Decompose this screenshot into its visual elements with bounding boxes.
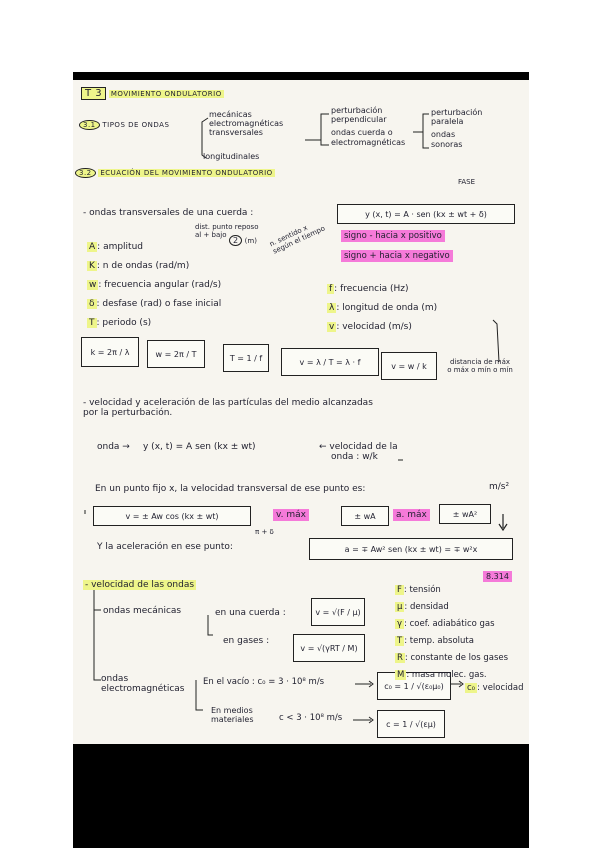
type-transversales: transversales bbox=[209, 128, 263, 138]
cuerda-label: en una cuerda : bbox=[215, 608, 286, 618]
amax-label bbox=[393, 510, 430, 520]
topic-number: T 3 bbox=[81, 87, 106, 100]
section-3-1-heading bbox=[79, 120, 169, 130]
section-3-2-title: ECUACIÓN DEL MOVIMIENTO ONDULATORIO bbox=[100, 169, 273, 177]
amp-unit: (m) bbox=[244, 237, 257, 245]
def-text: : frecuencia angular (rad/s) bbox=[98, 280, 222, 290]
onda-label: onda → bbox=[97, 442, 130, 452]
punto-fijo-text: En un punto fijo x, la velocidad transversal de ese punto es: bbox=[95, 484, 366, 494]
vel-title-line-1: - velocidad y aceleración de las partículas del medio alcanzadas bbox=[83, 398, 373, 408]
vacio-text: En el vacío : c₀ = 3 · 10⁸ m/s bbox=[203, 677, 325, 687]
sign-minus-note bbox=[341, 232, 445, 242]
def-text: : n de ondas (rad/m) bbox=[96, 261, 190, 271]
ondas-electro-label bbox=[101, 674, 184, 695]
c0-text: : velocidad bbox=[477, 683, 524, 693]
ondas-legend bbox=[395, 582, 508, 684]
vel-title-line-2: por la perturbación. bbox=[83, 408, 173, 419]
vacio-formula-box: c₀ = 1 / √(ε₀μ₀) bbox=[377, 672, 451, 700]
col2-line-4: electromagnéticas bbox=[331, 137, 406, 147]
def-sym: f bbox=[329, 284, 333, 294]
amplitud-circle bbox=[229, 235, 257, 246]
sign-plus-note bbox=[341, 252, 453, 262]
wave-types-col3 bbox=[431, 108, 482, 149]
acceleration-equation-box: a = ∓ Aw² sen (kx ± wt) = ∓ w²x bbox=[309, 538, 513, 560]
legend-temperatura bbox=[395, 633, 508, 650]
ondas-transversales-intro: - ondas transversales de una cuerda : bbox=[83, 208, 254, 218]
def-text: : longitud de onda (m) bbox=[336, 303, 438, 313]
legend-masa-molecular bbox=[395, 667, 508, 684]
col2-line-2: perpendicular bbox=[331, 115, 387, 125]
electro-line-1: ondas bbox=[101, 674, 129, 684]
col3-line-2: paralela bbox=[431, 117, 464, 127]
legend-coef-adiabatico bbox=[395, 616, 508, 633]
legend-sym: R bbox=[397, 653, 403, 663]
velocidad-particulas-title bbox=[83, 398, 373, 419]
onda-equation: y (x, t) = A sen (kx ± wt) bbox=[143, 442, 256, 452]
sign-plus-text: signo + hacia x negativo bbox=[341, 250, 453, 262]
fase-label: FASE bbox=[458, 178, 476, 186]
col3-line-1: perturbación bbox=[431, 108, 483, 117]
legend-text: : densidad bbox=[404, 602, 449, 612]
legend-text: : coef. adiabático gas bbox=[404, 619, 495, 629]
sign-minus-text: signo - hacia x positivo bbox=[341, 230, 445, 242]
definitions-list bbox=[87, 238, 221, 333]
legend-text: : temp. absoluta bbox=[404, 636, 474, 646]
main-wave-equation-box: y (x, t) = A · sen (kx ± wt + δ) bbox=[337, 204, 515, 224]
col2-line-3: ondas cuerda o bbox=[331, 128, 393, 138]
legend-text: : masa molec. gas. bbox=[406, 670, 487, 680]
amp-note-line-2: al + bajo bbox=[195, 231, 227, 240]
legend-text: : tensión bbox=[403, 585, 441, 595]
medios-value: c < 3 · 10⁸ m/s bbox=[279, 713, 343, 723]
pi-delta-note: π + δ bbox=[255, 528, 274, 536]
formula-w-box: w = 2π / T bbox=[147, 340, 205, 368]
medios-formula-box: c = 1 / √(εμ) bbox=[377, 710, 445, 738]
def-longitud-onda bbox=[327, 299, 437, 318]
col3-line-3: ondas bbox=[431, 130, 456, 140]
def-sym: K bbox=[89, 261, 95, 271]
legend-sym: M bbox=[397, 670, 405, 680]
amp-note-line-1: dist. punto reposo bbox=[195, 223, 259, 231]
type-mecanicas: mecánicas bbox=[209, 110, 252, 119]
legend-sym: F bbox=[397, 585, 402, 595]
def-numero-ondas bbox=[87, 257, 221, 276]
c0-sym: c₀ bbox=[467, 683, 476, 693]
def-text: : velocidad (m/s) bbox=[336, 322, 412, 332]
def-amplitud bbox=[87, 238, 221, 257]
vmax-label bbox=[273, 510, 309, 520]
formula-k-box: k = 2π / λ bbox=[81, 337, 139, 367]
gases-formula-box: v = √(γRT / M) bbox=[293, 634, 365, 662]
wave-types-col2 bbox=[331, 106, 405, 147]
def-desfase bbox=[87, 295, 221, 314]
vmax-value-box: ± wA bbox=[341, 506, 389, 526]
medios-line-1: En medios bbox=[211, 706, 253, 715]
type-electromagneticas: electromagnéticas bbox=[209, 119, 284, 129]
def-frecuencia bbox=[327, 280, 437, 299]
legend-text: : constante de los gases bbox=[404, 653, 509, 663]
section-3-1-title: TIPOS DE ONDAS bbox=[102, 121, 170, 129]
def-sym: T bbox=[89, 318, 95, 328]
legend-densidad bbox=[395, 599, 508, 616]
col3-line-4: sonoras bbox=[431, 139, 463, 149]
topic-header bbox=[81, 88, 224, 100]
amax-label-text: a. máx bbox=[393, 509, 430, 521]
def-text: : frecuencia (Hz) bbox=[334, 284, 409, 294]
aceleracion-text: Y la aceleración en ese punto: bbox=[97, 542, 233, 552]
def-text: : periodo (s) bbox=[96, 318, 152, 328]
legend-sym: T bbox=[397, 636, 403, 646]
type-longitudinales: longitudinales bbox=[203, 152, 260, 161]
def-sym: A bbox=[89, 242, 96, 252]
section-3-1-number: 3.1 bbox=[79, 120, 100, 130]
medios-label bbox=[211, 706, 253, 724]
legend-sym: μ bbox=[397, 602, 403, 612]
legend-constante-gases bbox=[395, 650, 508, 667]
gases-label: en gases : bbox=[223, 636, 270, 646]
notes-page bbox=[73, 80, 529, 744]
def-sym: v bbox=[329, 322, 335, 332]
top-black-bar bbox=[73, 72, 529, 80]
def-periodo bbox=[87, 314, 221, 333]
velocidad-ondas-title-text: - velocidad de las ondas bbox=[85, 580, 195, 590]
wave-types-col1 bbox=[209, 110, 283, 138]
col2-line-1: perturbación bbox=[331, 106, 383, 115]
medios-line-2: materiales bbox=[211, 715, 254, 725]
def-sym: λ bbox=[329, 303, 335, 313]
definitions-list-2 bbox=[327, 280, 437, 337]
section-3-2-heading bbox=[75, 168, 275, 178]
sentido-note: n. sentido x según el tiempo bbox=[268, 223, 327, 256]
legend-sym: γ bbox=[397, 619, 403, 629]
def-sym: δ bbox=[89, 299, 95, 309]
velocidad-ondas-title bbox=[83, 580, 196, 590]
formula-v-box: v = λ / T = λ · f bbox=[281, 348, 379, 376]
gas-constant-ref-text: 8.314 bbox=[483, 571, 512, 582]
def-text: : desfase (rad) o fase inicial bbox=[96, 299, 222, 309]
distancia-note: distancia de máx o máx o mín o mín bbox=[447, 358, 513, 375]
def-frecuencia-angular bbox=[87, 276, 221, 295]
onda-note-line-1: ← velocidad de la bbox=[319, 442, 398, 452]
electro-line-2: electromagnéticas bbox=[101, 684, 185, 695]
formula-vwk-box: v = w / k bbox=[381, 352, 437, 380]
legend-tension bbox=[395, 582, 508, 599]
cuerda-formula-box: v = √(F / μ) bbox=[311, 598, 365, 626]
amp-circle-value: 2 bbox=[229, 235, 242, 246]
onda-note-line-2: onda : w/k bbox=[331, 452, 378, 463]
amax-value-box: ± wA² bbox=[439, 504, 491, 524]
gas-constant-ref bbox=[483, 572, 512, 581]
bottom-black-bar bbox=[73, 744, 529, 848]
def-text: : amplitud bbox=[97, 242, 144, 252]
onda-velocidad-note bbox=[319, 442, 398, 463]
topic-title: MOVIMIENTO ONDULATORIO bbox=[110, 90, 222, 98]
def-sym: w bbox=[89, 280, 97, 290]
formula-t-box: T = 1 / f bbox=[223, 344, 269, 372]
vmax-label-text: v. máx bbox=[273, 509, 309, 521]
ondas-mecanicas-label: ondas mecánicas bbox=[103, 606, 182, 616]
def-velocidad bbox=[327, 318, 437, 337]
unit-ms2: m/s² bbox=[489, 482, 510, 492]
c0-velocidad-legend bbox=[465, 684, 524, 694]
velocity-equation-box: v = ± Aw cos (kx ± wt) bbox=[93, 506, 251, 526]
section-3-2-number: 3.2 bbox=[75, 168, 96, 178]
